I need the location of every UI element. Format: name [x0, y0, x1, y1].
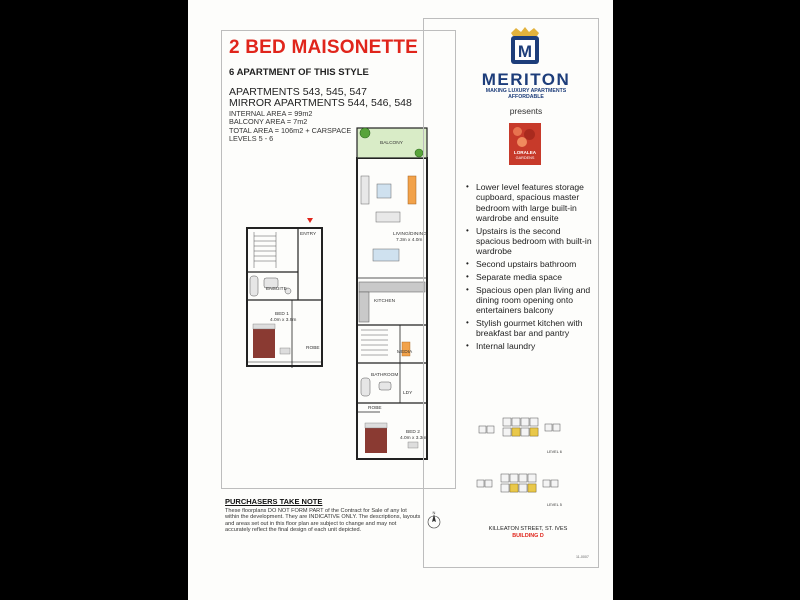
spec-levels: LEVELS 5 - 6	[229, 134, 274, 144]
label-bed-2-dim: 4.0m x 3.3m	[400, 436, 427, 441]
building-label: BUILDING D	[512, 533, 544, 539]
feature-item: • Stylish gourmet kitchen with breakfast bar and pantry	[466, 318, 583, 339]
label-bed-1-dim: 4.0m x 3.9m	[270, 318, 297, 323]
development-name-2: GARDENS	[515, 156, 535, 160]
reference-code: 11-0007	[576, 555, 589, 559]
brand-name: MERITON	[481, 70, 571, 89]
label-entry: ENTRY	[300, 232, 317, 237]
label-media: MEDIA	[397, 350, 413, 355]
lower-stairs	[254, 232, 276, 268]
spec-total-area: TOTAL AREA = 106m2 + CARSPACE	[229, 125, 352, 135]
page-subtitle: 6 APARTMENT OF THIS STYLE	[229, 67, 369, 78]
brand-tagline-2: AFFORDABLE	[508, 94, 544, 100]
label-ensuite: ENSUITE	[266, 287, 287, 292]
presents-text: presents	[509, 106, 543, 116]
key-plan-level-5	[473, 470, 583, 502]
feature-item: • Second upstairs bathroom	[466, 259, 577, 270]
label-balcony: BALCONY	[380, 141, 403, 146]
label-living-dim: 7.3m x 4.0m	[396, 238, 423, 243]
kitchen-bench	[359, 282, 425, 292]
label-living: LIVING/DINING	[393, 232, 427, 237]
spec-balcony-area: BALCONY AREA = 7m2	[229, 117, 308, 127]
label-bathroom: BATHROOM	[371, 373, 399, 378]
label-bed-2: BED 2	[406, 430, 420, 435]
page-title: 2 BED MAISONETTE	[229, 37, 418, 58]
brand-tagline-1: MAKING LUXURY APARTMENTS	[485, 88, 567, 94]
plant-icon	[415, 149, 423, 157]
upper-stairs	[361, 330, 388, 355]
label-laundry: LDY	[403, 391, 413, 396]
feature-item: • Spacious open plan living and dining room opening onto entertainers balcony	[466, 284, 591, 316]
floorplan-drawing	[228, 117, 452, 475]
compass-icon	[426, 510, 442, 530]
dining-table-icon	[373, 249, 399, 261]
label-bed-1: BED 1	[275, 312, 289, 317]
development-name-1: LORALEA	[513, 150, 537, 155]
key-plan-level-6	[473, 412, 583, 454]
entry-arrow	[307, 218, 313, 223]
armchair-icon	[376, 212, 400, 222]
key-plan-label-5: LEVEL 5	[547, 503, 562, 507]
label-robe-2: ROBE	[368, 406, 382, 411]
plant-icon	[360, 128, 370, 138]
tv-unit-icon	[408, 176, 416, 204]
features-list	[466, 182, 594, 354]
label-robe-1: ROBE	[306, 346, 320, 351]
label-kitchen: KITCHEN	[374, 299, 396, 304]
feature-item: • Upstairs is the second spacious bedroom with built-in wardrobe	[466, 225, 592, 257]
bed-2-icon	[365, 425, 387, 453]
purchasers-disclaimer: These floorplans DO NOT FORM PART of the Contract for Sale of any lot within the development. They are INDICATIVE ONLY. The descriptions, layouts and areas set out in this floor plan are subject to change and may not accurately reflect the final design of each unit depicted.	[225, 508, 421, 534]
logo-letter: M	[517, 42, 533, 61]
loralea-gardens-logo	[509, 123, 541, 165]
floorplan-sheet	[188, 0, 613, 600]
feature-item: • Internal laundry	[466, 341, 536, 352]
apartments-list: APARTMENTS 543, 545, 547	[229, 86, 367, 98]
key-plan-label-6: LEVEL 6	[547, 450, 562, 454]
mirror-apartments-list: MIRROR APARTMENTS 544, 546, 548	[229, 97, 412, 109]
meriton-logo-icon	[508, 27, 542, 67]
coffee-table-icon	[377, 184, 391, 198]
sofa-icon	[361, 176, 369, 204]
purchasers-title: PURCHASERS TAKE NOTE	[225, 497, 323, 506]
address: KILLEATON STREET, ST. IVES	[488, 526, 568, 532]
bed-1-icon	[253, 326, 275, 358]
spec-internal-area: INTERNAL AREA = 99m2	[229, 109, 313, 118]
feature-item: • Separate media space	[466, 271, 562, 282]
feature-item: • Lower level features storage cupboard, spacious master bedroom with large built-in wardrobe and ensuite	[466, 182, 584, 223]
compass-label: N	[432, 510, 436, 515]
